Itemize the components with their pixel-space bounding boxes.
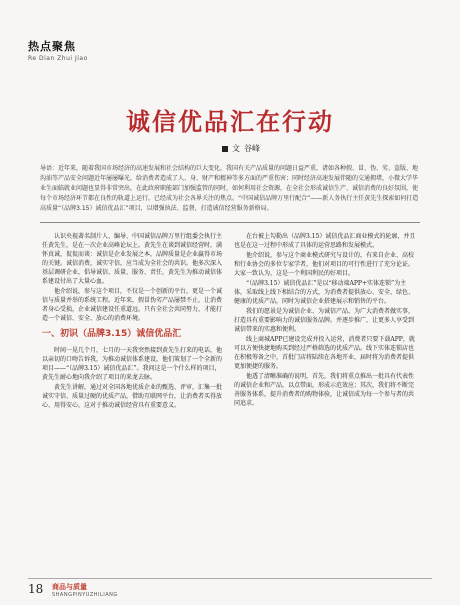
magazine-title: 商品与质量 xyxy=(52,583,87,591)
paragraph: 他透了清晰准确的说明，首先，我们将重点推出一批具有代表性的诚信企业和产品，以点带面，形成示范效应；其次，我们将不断完善服务体系，提升消费者的购物体验，让诚信成为每一个参与者的共同追求。 xyxy=(234,373,415,407)
byline xyxy=(222,143,260,154)
magazine-pinyin: SHANGPINYUZHILIANG xyxy=(52,592,118,598)
footer-divider xyxy=(28,578,432,579)
section-subtitle: Re Dian Zhui Jiao xyxy=(28,55,88,62)
magazine-name xyxy=(52,582,118,598)
paragraph: 在台被上勾勒出（品牌3.15）诚信优品汇商业模式的轮廓，并且也是在这一过程中形成了具体的运营思路和发展模式。 xyxy=(234,233,416,249)
paragraph: 时间一晃几个月，七月的一天我突然接到黄先生打来的电话，他以亲切的口吻告诉我，为推动诚信体系建设，他们策划了一个全新的项目——“（品牌3.15）诚信优品汇”。我问这是一个什么样的项目，黄先生耐心地向我介绍了项目的来龙去脉。 xyxy=(42,347,223,381)
section-heading: 一、初识（品牌3.15）诚信优品汇 xyxy=(42,329,182,339)
section-header xyxy=(28,38,88,62)
body-column-left xyxy=(42,232,226,570)
paragraph: 我们的愿景是为诚信企业、为诚信产品、为广大消费者做实事，打造具有重要影响力的诚信服务品牌。并逐步推广，让更多人享受到诚信带来的实惠和便利。 xyxy=(234,308,415,333)
paragraph: 黄先生讲解，通过对全国各地优质企业的甄选、评审，汇集一批诚实守信、质量过硬的优质产品，借助互联网平台，让消费者买得放心、用得安心，这对于推动诚信经营具有重要意义。 xyxy=(42,384,223,409)
body-column-right xyxy=(234,232,418,570)
paragraph: “（品牌3.15）诚信优品汇”是以“移动端APP+实体连锁”为主体，采取线上线下相结合的方式，为消费者提供放心、安全、绿色、健康的优质产品，同时为诚信企业搭建展示和销售的平台。 xyxy=(234,280,415,305)
section-title: 热点聚焦 xyxy=(28,40,76,53)
paragraph: 他介绍说，参与这个项目，不仅是一个创新的平台，更是一个诚信与质量并举的系统工程。近年来，假冒伪劣产品屡禁不止，让消费者身心受损，企业诚信建设任重道远。只有全社会共同努力，才能打造一个诚信、安全、放心的消费环境。 xyxy=(42,288,223,322)
square-bullet-icon xyxy=(222,146,228,152)
paragraph: 他介绍说，参与这个商业模式研究与设计的，有来自企业、高校和行业协会的多位专家学者，他们对项目的可行性进行了充分论证。大家一致认为，这是一个利国利民的好项目。 xyxy=(234,252,415,277)
page-number: 18 xyxy=(28,582,44,596)
byline-prefix: 文 xyxy=(232,144,240,153)
byline-author: 谷峰 xyxy=(244,144,260,153)
paragraph: 线上商城APP已建设完成并投入运营，消费者只要下载APP，就可以方便快捷地购买到经过严格筛选的优质产品。线下实体连锁店也在积极筹备之中，首批门店将陆续在各地开业，届时将为消费者提供更加便捷的服务。 xyxy=(234,336,415,370)
article-abstract: 导语：近年来，随着我国市场经济的高速发展和社会结构的巨大变化，我国有关产品质量的问题日益严重，诸如各种假、冒、伪、劣、盗版、地沟油等产品安全问题近年屡屡曝光，给消费者造成了人、身、财产和精神等多方面的严重伤害；同时经济高速发展伴随的交通拥堵，小微大学毕业生面临就业问题也显得非常突出，在此政府职能部门加强监管的同时，如何利用社会资源，在全社会形成诚信生产、诚信消费的良好氛围，使每个市场经济环节都在良性的轨道上运行，已经成为社会各界关注的焦点。“中国诚信品牌万里行配合”——新人务执行主任黄先生探索如何打造高质量“（品牌3.15）诚信优品汇”项目，以增强执法、监督，打造诚信经营服务新格局。 xyxy=(40,164,420,223)
paragraph: 认识央视著名制片人、编导、中国诚信品牌万里行组委会执行主任黄先生，是在一次企业高峰论坛上。黄先生在谈到诚信经营时，满怀真诚，侃侃而谈：诚信是企业发展之本，品牌质量是企业赢得市场的关键。诚信消费，诚实守信，应当成为全社会的共识。他多次深入基层调研企业，倡导诚信、质量、服务、责任，黄先生为推动诚信体系建设付出了大量心血。 xyxy=(42,233,223,285)
article-title: 诚信优品汇在行动 xyxy=(126,107,334,136)
